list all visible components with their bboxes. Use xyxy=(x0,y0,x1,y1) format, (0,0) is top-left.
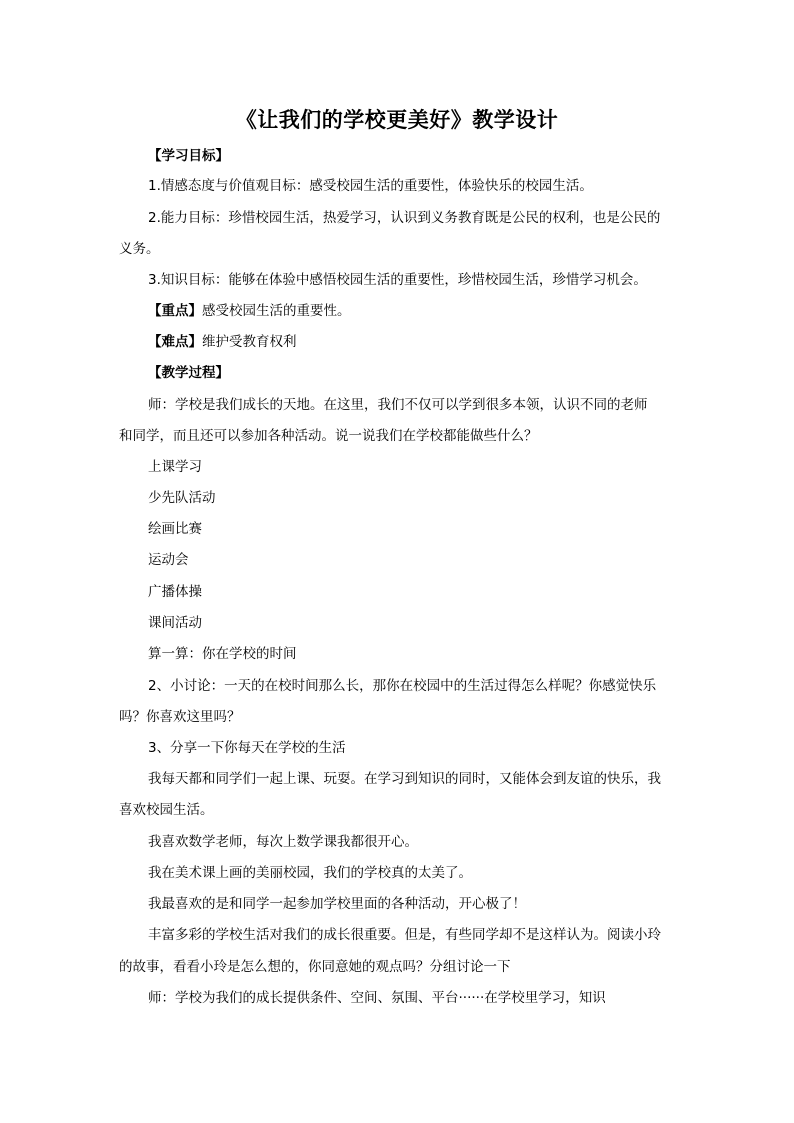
paragraph-line: 我喜欢数学老师，每次上数学课我都很开心。 xyxy=(148,834,418,850)
paragraph-line: 我在美术课上画的美丽校园，我们的学校真的太美了。 xyxy=(148,865,472,881)
process-heading: 【教学过程】 xyxy=(148,365,229,381)
paragraph-line: 师：学校为我们的成长提供条件、空间、氛围、平台······在学校里学习，知识 xyxy=(148,990,606,1006)
objective-1: 1.情感态度与价值观目标：感受校园生活的重要性，体验快乐的校园生活。 xyxy=(148,178,593,194)
document-title: 《让我们的学校更美好》教学设计 xyxy=(235,107,559,132)
difficulty-text: 维护受教育权利 xyxy=(202,334,297,350)
paragraph-line: 丰富多彩的学校生活对我们的成长很重要。但是，有些同学却不是这样认为。阅读小玲 xyxy=(148,927,661,943)
objectives-heading: 【学习目标】 xyxy=(148,148,229,164)
paragraph-line: 3、分享一下你每天在学校的生活 xyxy=(148,740,346,756)
list-item: 广播体操 xyxy=(148,584,202,600)
paragraph-line: 吗？你喜欢这里吗？ xyxy=(119,709,241,725)
paragraph-line: 我每天都和同学们一起上课、玩耍。在学习到知识的同时，又能体会到友谊的快乐，我 xyxy=(148,771,661,787)
paragraph-line: 师：学校是我们成长的天地。在这里，我们不仅可以学到很多本领，认识不同的老师 xyxy=(148,397,648,413)
paragraph-line: 的故事，看看小玲是怎么想的，你同意她的观点吗？分组讨论一下 xyxy=(119,959,511,975)
list-item: 运动会 xyxy=(148,552,189,568)
paragraph-line: 喜欢校园生活。 xyxy=(119,802,214,818)
objective-3: 3.知识目标：能够在体验中感悟校园生活的重要性，珍惜校园生活，珍惜学习机会。 xyxy=(148,272,647,288)
difficulty xyxy=(148,332,297,352)
list-item: 上课学习 xyxy=(148,459,202,475)
list-item: 课间活动 xyxy=(148,615,202,631)
paragraph-line: 算一算：你在学校的时间 xyxy=(148,646,297,662)
objective-2-cont: 义务。 xyxy=(119,241,160,257)
key-point-text: 感受校园生活的重要性。 xyxy=(202,303,351,319)
paragraph-line: 我最喜欢的是和同学一起参加学校里面的各种活动，开心极了！ xyxy=(148,896,526,912)
key-point-label: 【重点】 xyxy=(148,303,202,319)
key-point xyxy=(148,301,351,321)
difficulty-label: 【难点】 xyxy=(148,334,202,350)
paragraph-line: 和同学，而且还可以参加各种活动。说一说我们在学校都能做些什么？ xyxy=(119,428,538,444)
list-item: 绘画比赛 xyxy=(148,521,202,537)
paragraph-line: 2、小讨论：一天的在校时间那么长，那你在校园中的生活过得怎么样呢？你感觉快乐 xyxy=(148,678,657,694)
list-item: 少先队活动 xyxy=(148,490,216,506)
objective-2: 2.能力目标：珍惜校园生活，热爱学习，认识到义务教育既是公民的权利，也是公民的 xyxy=(148,210,661,226)
